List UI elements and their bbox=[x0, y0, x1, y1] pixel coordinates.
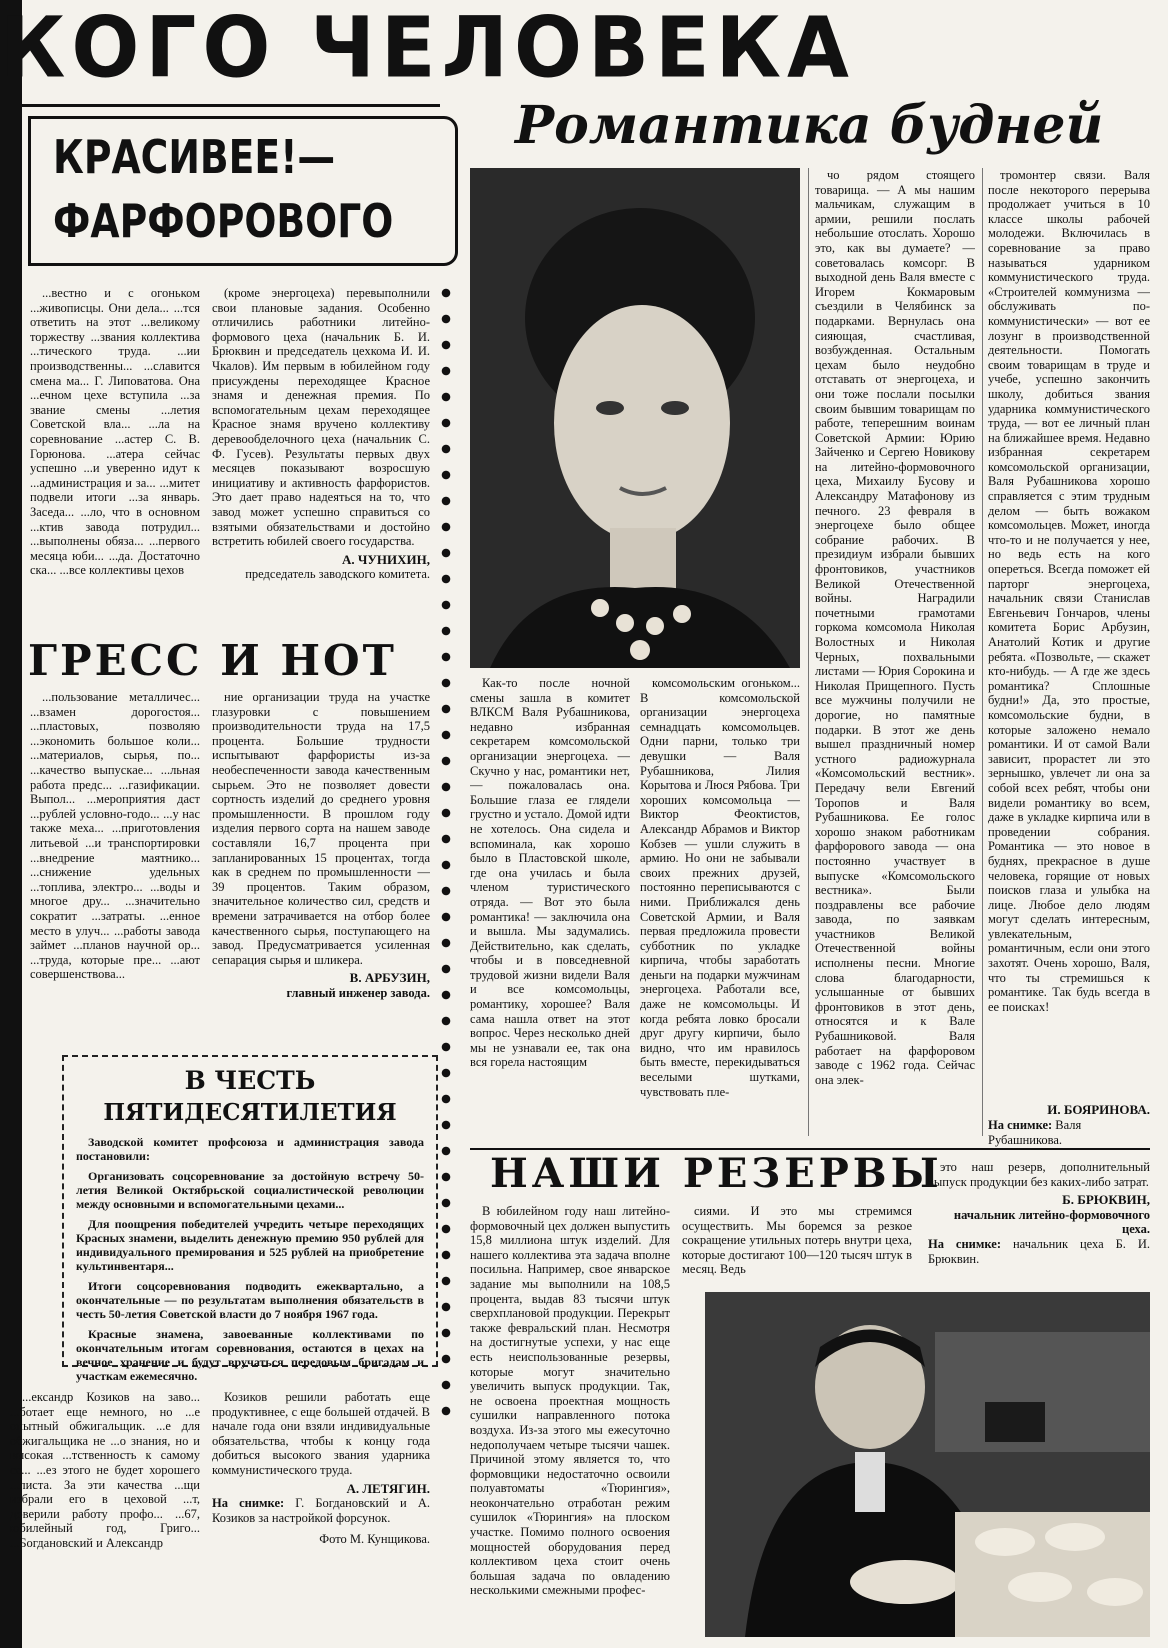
photo-credit: Фото М. Кунщикова. bbox=[319, 1532, 430, 1547]
box-headline-line2: ФАРФОРОВОГО bbox=[53, 194, 394, 248]
signature-role: главный инженер завода. bbox=[286, 985, 430, 1000]
romance-col1-text: Как-то после ночной смены зашла в комитет ВЛКСМ Валя Рубашникова, недавно избранная секретарем комсомольской организации энергоцеха. — Скучно у нас, романтики нет,— пожаловалась она. Большие глаза ее глядели грустно и устало. Домой идти не хотелось. Она сидела и вспоминала, как хорошо было в Пластовской школе, где она училась и была членом туристического отряда. — Вот это была романтика! — заключила она и вышла. Мы задумались. Действительно, как сделать, чтобы и в повседневной трудовой жизни видели Валя и все комсомольцы, романтику, хорошее? Валя сама нашла ответ на этот вопрос. Через несколько дней мы не узнавали ее, так она вся горела настоящим bbox=[470, 676, 630, 1070]
romance-col4-text: тромонтер связи. Валя после некоторого перерыва продолжает учиться в 10 классе школы рабочей молодежи. Включилась в соревнование за право называться ударником коммунистического труда. «Строителей коммунизма — обслуживать по-коммунистически» — вот ее лозунг в производственной деятельности. Помогать своим товарищам в труде и учебе, успешно закончить школу, добиться звания ударника коммунистического труда, — вот ее личный план на ближайшее время. Недавно избранная секретарем комсомольской организации, Валя Рубашникова хорошо справляется с этим трудным делом — быть вожаком комсомольцев. Может, иногда что-то и не получается у нее, но ведь есть на кого опереться. Всегда поможет ей парторг энергоцеха, начальник связи Станислав Евгеньевич Гончаров, члены комитета Борис Арбузин, Анатолий Котик и другие ребята. «Позвольте, — скажет кто-нибудь. — А где же здесь романтика? Сплошные будни!» Да, это простые, комсомольские будни, в которые заложено немало романтики. И от самой Вали зависит, прорастет ли это зернышко, увлечет ли она за собой всех ребят, чтобы они видели романтику во всем, даже в укладке кирпича или в проведении собрания. Романтика — это новое в буднях, прекрасное в душе человека, горящие от новых поисков глаза и улыбка на лице. Любое дело людям могут сделать интересным, увлекательным, романтичным, если они этого захотят. Очень хорошо, Валя, что ты стремишься к романтике. Так будь всегда в ее поисках! bbox=[988, 168, 1150, 1014]
romance-col4 bbox=[988, 168, 1150, 1068]
romance-col3 bbox=[815, 168, 975, 1136]
reserves-col1 bbox=[470, 1204, 670, 1640]
decree-paragraph: Итоги соцсоревнования подводить ежеквартально, а окончательные — по результатам выполнения обязательств в честь 50-летия Советской власти до 7 ноября 1967 года. bbox=[76, 1279, 424, 1321]
photo-caption bbox=[988, 1118, 1150, 1148]
column-rule bbox=[808, 168, 809, 1136]
bottom-left-col1-text: ...ександр Козиков на заво... ...ботает еще немного, но ...е опытный обжигальщик. ...е для обжигальщика не ...о знания, но и высокая ...тственность к самому се... ...ез этого не будет хорошего ...листа. За эти качества ...щи избрали его в цеховой ...т, доверили работу профо... ...67, юбилейный год, Григо... ...Богдановский и Александр bbox=[10, 1390, 200, 1550]
portrait-image bbox=[470, 168, 800, 668]
reserves-col2 bbox=[682, 1204, 912, 1284]
signature-boyarinova: И. БОЯРИНОВА. bbox=[1047, 1102, 1150, 1117]
caption-label: На снимке: bbox=[988, 1118, 1053, 1132]
decree-paragraph: Организовать соцсоревнование за достойную встречу 50-летия Великой Октябрьской социалистической революции между основными и вспомогательными цехами... bbox=[76, 1169, 424, 1211]
decree-box bbox=[62, 1055, 438, 1383]
romance-col3-text: чо рядом стоящего товарища. — А мы нашим мальчикам, служащим в армии, решили послать небольшие отослать. Хорошо это, как вы думаете? — советовалась комсорг. В выходной день Валя вместе с Игорем Кокмаровым съездили в Челябинск за подарками. Вернулась она сияющая, счастливая, возбужденная. Остальным цехам было неудобно отставать от энергоцеха, и они тоже послали посылки своим бывшим товарищам по работе, теперешним воинам Советской Армии: Юрию Зайченко и Сергею Новикову на литейно-формовочного цеха, Михаилу Бусову и Александру Матафонову из печного. 23 февраля в энергоцехе было общее собрание рабочих. В президиум избрали бывших фронтовиков, участников Великой Отечественной войны. Наградили почетными грамотами горкома комсомола Николая Волостных и Николая Черных, похвальными листами — Юрия Сорокина и Николая Прищепного. Пусть все мужчины получили не дорогие, но памятные подарки. В этот же день вышел праздничный номер устного радиожурнала «Комсомольский вестник». Передачу вели Евгений Торопов и Валя Рубашникова. Ее голос хорошо знаком работникам фарфорового завода — она постоянно участвует в выпуске «Комсомольского вестника». Были поздравлены все рабочие завода, по заявкам участников Великой Отечественной войны исполнены песни. Многие слова благодарности, услышанные от бывших фронтовиков в этот день, относятся и к Вале Рубашниковой. Валя работает на фарфоровом заводе с 1962 года. Сейчас она элек- bbox=[815, 168, 975, 1087]
decree-title-2: ПЯТИДЕСЯТИЛЕТИЯ bbox=[103, 1099, 397, 1126]
progress-col2 bbox=[212, 690, 430, 1050]
caption-text: Валя Рубашникова. bbox=[988, 1118, 1082, 1147]
decree-paragraph: Заводской комитет профсоюза и администрация завода постановили: bbox=[76, 1135, 424, 1163]
dotted-column-separator bbox=[440, 280, 452, 1420]
signature-chunikhin: А. ЧУНИХИН, bbox=[341, 551, 430, 567]
romance-col1 bbox=[470, 676, 630, 1136]
boxed-headline bbox=[28, 116, 458, 266]
reserves-col3-text: это наш резерв, дополнительный выпуск продукции без каких-либо затрат. bbox=[928, 1160, 1150, 1189]
reserves-heading: НАШИ РЕЗЕРВЫ bbox=[490, 1150, 943, 1197]
workshop-image bbox=[705, 1292, 1150, 1637]
progress-col1 bbox=[30, 690, 200, 1050]
signature-letyagin: А. ЛЕТЯГИН. bbox=[346, 1480, 430, 1496]
box-headline-line1: КРАСИВЕЕ!— bbox=[53, 130, 336, 184]
portrait-photo bbox=[470, 168, 800, 668]
romance-col2 bbox=[640, 676, 800, 1136]
caption-text: начальник цеха Б. И. Брюквин. bbox=[928, 1236, 1150, 1266]
workshop-photo bbox=[705, 1292, 1150, 1637]
caption-text: Г. Богдановский и А. Козиков за настройкой форсунок. bbox=[212, 1496, 430, 1526]
signature-role: председатель заводского комитета. bbox=[245, 567, 430, 582]
romance-signature-block bbox=[988, 1098, 1150, 1148]
bottom-left-col1 bbox=[10, 1390, 200, 1640]
photo-caption bbox=[928, 1237, 1150, 1267]
left-article-col1-text: ...вестно и с огоньком ...живописцы. Они дела... ...тся ответить на этот ...великому торжеству ...звания коллектива ...тического труда. ...ии производственны... ...славится смена ма... Г. Липоватова. Она ...ечном цехе вступила ...за звание смены ...летия Советской вла... ...ла на соревнование ...астер С. В. Горюнова. ...атера сейчас успешно ...и уверенно идут к ...администрация и за... ...митет подвели итоги ...за январь. Заседа... ...ло, что в основном ...ктив завода потрудил... ...выполнены обяза... ...первого месяца юби... ...да. Достаточно ска... ...все коллективы цехов bbox=[30, 286, 200, 578]
decree-title-1: В ЧЕСТЬ bbox=[184, 1066, 316, 1095]
column-rule bbox=[982, 168, 983, 1136]
signature-arbuzin: В. АРБУЗИН, bbox=[349, 970, 430, 986]
photo-caption bbox=[212, 1496, 430, 1526]
left-article-col2 bbox=[212, 286, 430, 636]
banner-headline: КОГО ЧЕЛОВЕКА bbox=[0, 0, 855, 97]
reserves-col1-text: В юбилейном году наш литейно-формовочный цех должен выпустить 15,8 миллиона штук изделий. Для нашего коллектива эта задача вполне посильна. Например, свое январское задание мы выполнили на 108,5 процента, выдав 83 тысячи штук сверхплановой продукции. Перекрыт также февральский план. Несмотря на достигнутые успехи, у нас еще есть неиспользованные резервы, которые могут значительно увеличить выпуск продукции. Так, не освоена проектная мощность сушилки направленного потока воздуха. Из-за этого мы ежесуточно недополучаем четыре тысячи чашек. Причиной этому является то, что формовщики недостаточно освоили полуавтоматы «Тюрингия», неокончательно отработан режим сушилок «Тюрингия» на плоском участке. Помимо полного освоения мощностей оборудования перед коллективом цеха стоит очень большая задача по овладению несколькими смежными профес- bbox=[470, 1204, 670, 1598]
reserves-col2-text: сиями. И это мы стремимся осуществить. Мы боремся за резкое сокращение утильных потерь внутри цеха, которые достигают 100—120 тысяч штук в месяц. Ведь bbox=[682, 1204, 912, 1277]
progress-col2-text: ние организации труда на участке глазуровки с повышением производительности труда на 17,5 процента. Большие трудности испытывают фарфористы из-за необеспеченности завода качественным сырьем. Это не позволяет довести сортность изделий до среднего уровня промышленности. В прошлом году изделия первого сорта на нашем заводе составляли 16,7 процента при запланированных 15 процентах, тогда как в среднем по промышленности — 39 процентов. Таким образом, значительное количество сил, средств и времени затрачивается на отбор более качественного сырья, поступающего на завод. Предусматривается усиленная сепарация сырья и шликера. bbox=[212, 690, 430, 967]
romance-col2-text: комсомольским огоньком... В комсомольской организации энергоцеха семнадцать комсомольцев. Одни парни, только три девушки — Валя Рубашникова, Лилия Корытова и Люся Рябова. Три хороших комсомольца — Виктор Феоктистов, Александр Абрамов и Виктор Кобзев — ушли служить в армию. Но они не забывали своих прежних друзей, постоянно переписываются с ними. Приближался день Советской Армии, и Валя первая предложила провести субботник по укладке кирпича, чтобы заработать деньги на подарки мужчинам энергоцеха. Работали все, даже не комсомольцы. И когда ребята ловко бросали друг другу кирпичи, было видно, что им нравилось быть вместе, перекидываться веселыми шутками, чувствовать пле- bbox=[640, 676, 800, 1099]
reserves-col3 bbox=[928, 1160, 1150, 1290]
progress-heading: ГРЕСС И НОТ bbox=[28, 636, 397, 685]
signature-bryukvin: Б. БРЮКВИН, bbox=[1062, 1192, 1150, 1208]
progress-col1-text: ...пользование металличес... ...взамен дорогостоя... ...пластовых, позволяю ...экономить большое коли... ...материалов, сырья, по... ...качество выпускае... ...льная работа предс... ...газификации. Выпол... ...мероприятия даст ...рублей условно-годо... ...у нас также меха... ...приготовления литьевой ...и транспортировки ...внедрение маятнико... ...снижение удельных ...топлива, электро... ...воды и многое дру... ...значительно сократит ...затраты. ...енное место в улуч... ...работы завода займет ...планов научной ор... ...труда, которые пре... ...ают совершенствова... bbox=[30, 690, 200, 982]
left-article-col2-text: (кроме энергоцеха) перевыполнили свои плановые задания. Особенно отличились работники литейно-формового цеха (начальник Б. И. Брюквин и председатель цехкома И. И. Чкалов). Им первым в юбилейном году присуждены переходящее Красное знамя и денежная премия. По вспомогательным цехам переходящее Красное знамя вручено коллективу деревообделочного цеха (начальник С. Ф. Гусев). Результаты первых двух месяцев показывают возросшую инициативу и активность фарфористов. Это дает право надеяться на то, что завод может успешно справиться со взятыми обязательствами и достойно встретить юбилей своего государства. bbox=[212, 286, 430, 549]
signature-role: начальник литейно-формовочного цеха. bbox=[953, 1207, 1150, 1237]
divider bbox=[0, 104, 440, 107]
decree-paragraph: Для поощрения победителей учредить четыре переходящих Красных знамени, выделить денежную премию 950 рублей для индивидуального премирования и 525 рублей на приобретение культинвентаря... bbox=[76, 1217, 424, 1273]
left-article-col1 bbox=[30, 286, 200, 636]
romance-headline: Романтика будней bbox=[515, 95, 1104, 156]
bottom-left-col2 bbox=[212, 1390, 430, 1640]
bottom-left-col2-text: Козиков решили работать еще продуктивнее, с еще большей отдачей. В начале года они взяли индивидуальные обязательства, чтобы к концу года добиться высокого звания ударника коммунистического труда. bbox=[212, 1390, 430, 1477]
caption-label: На снимке: bbox=[928, 1236, 1001, 1251]
caption-label: На снимке: bbox=[212, 1496, 285, 1511]
decree-paragraph: Красные знамена, завоеванные коллективами по окончательным итогам соревнования, остаются в цехах на вечное хранение и будут вручаться передовым бригадам и участкам ежемесячно. bbox=[76, 1327, 424, 1383]
